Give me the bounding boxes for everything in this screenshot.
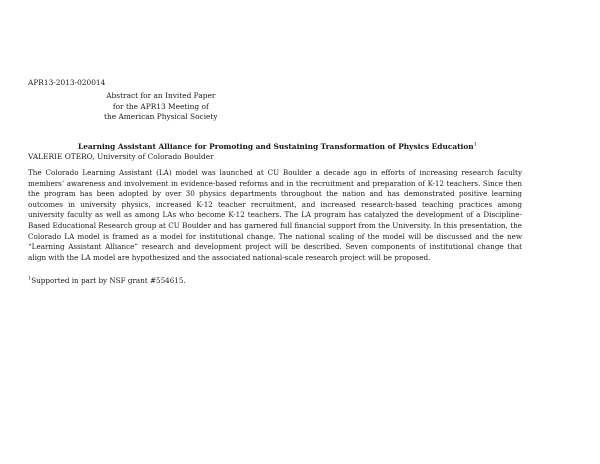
footnote-text: Supported in part by NSF grant #554615. [31, 276, 186, 285]
author-line: VALERIE OTERO, University of Colorado Boulder [28, 152, 214, 161]
footnote [28, 276, 186, 285]
footnote-marker: 1 [28, 275, 32, 282]
abstract-body: The Colorado Learning Assistant (LA) model was launched at CU Boulder a decade ago in efforts of increasing research faculty members’ awareness and involvement in evidence-based reforms and in the recruitment and preparation of K-12 teachers. Since then the program has been adopted by over 30 physics departments throughout the nation and has demonstrated positive learning outcomes in university physics, increased K-12 teacher recruitment, and increased research-based teaching practices among university faculty as well as among LAs who become K-12 teachers. The LA program has catalyzed the development of a Discipline-Based Educational Research group at CU Boulder and has garnered full financial support from the University. In this presentation, the Colorado LA model is framed as a model for institutional change. The national scaling of the model will be discussed and the new “Learning Assistant Alliance” research and development project will be described. Seven components of institutional change that align with the LA model are hypothesized and the associated national-scale research project will be proposed. [28, 168, 522, 262]
invited-line-2: for the APR13 Meeting of [112, 101, 209, 111]
title-footnote-marker: 1 [473, 141, 477, 148]
paper-title-text: Learning Assistant Alliance for Promoting and Sustaining Transformation of Physics Education [78, 142, 474, 151]
invited-line-1: Abstract for an Invited Paper [106, 91, 216, 100]
paper-title [78, 142, 477, 151]
invited-paper-notice [104, 91, 218, 123]
abstract-id: APR13-2013-020014 [28, 78, 106, 87]
invited-line-3: the American Physical Society [104, 112, 218, 121]
